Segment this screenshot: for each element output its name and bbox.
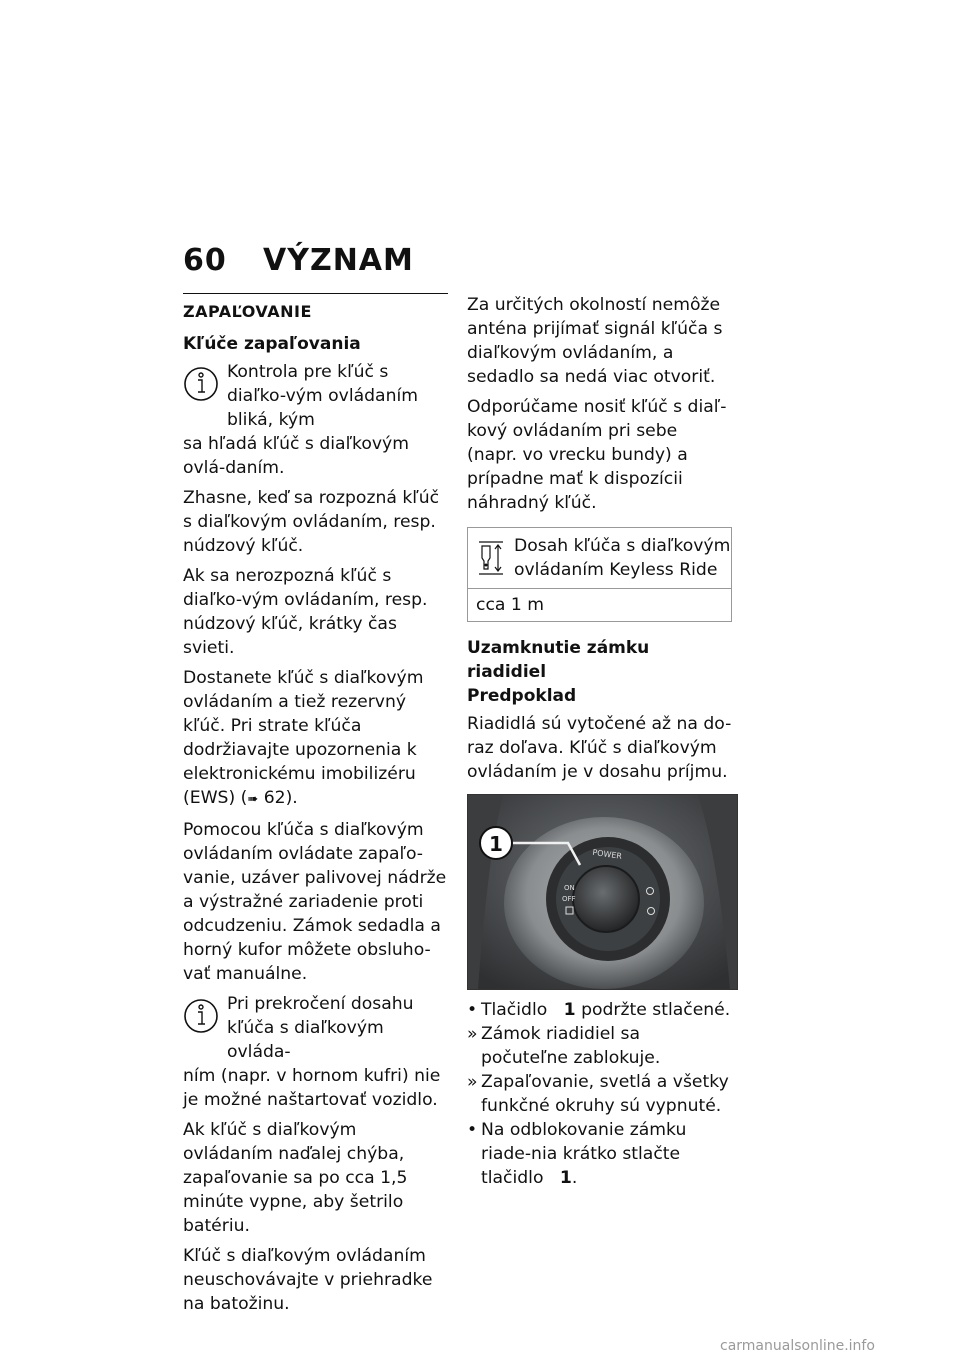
right-column <box>467 293 732 1190</box>
info-note <box>183 992 448 1112</box>
page-header <box>183 243 414 278</box>
watermark: carmanualsonline.info <box>720 1338 875 1354</box>
spec-value: cca 1 m <box>476 595 545 615</box>
on-label: ON <box>564 884 575 892</box>
button-ref: 1 <box>559 1168 572 1188</box>
info-note <box>183 360 448 480</box>
paragraph: Odporúčame nosiť kľúč s diaľ-kový ovládaním pri sebe (napr. vo vrecku bundy) a prípadne mať k dispozícii náhradný kľúč. <box>467 397 727 513</box>
paragraph: Ak sa nerozpozná kľúč s diaľko-vým ovládaním, resp. núdzový kľúč, krátky čas svieti. <box>183 566 428 658</box>
info-note-text: Kontrola pre kľúč s diaľko-vým ovládaním bliká, kým <box>227 362 418 430</box>
paragraph: Za určitých okolností nemôže anténa prijímať signál kľúča s diaľkovým ovládaním, a sedadlo sa nedá viac otvoriť. <box>467 295 723 387</box>
page-ref: 62). <box>263 788 298 808</box>
paragraph: Ak kľúč s diaľkovým ovládaním naďalej chýba, zapaľovanie sa po cca 1,5 minúte vypne, aby šetrilo batériu. <box>183 1120 408 1236</box>
subsection-title: Uzamknutie zámku riadidiel <box>467 638 650 682</box>
ignition-switch-photo <box>467 794 738 990</box>
off-label: OFF <box>562 895 576 903</box>
info-note-text: Pri prekročení dosahu kľúča s diaľkovým ovláda- <box>227 994 414 1062</box>
paragraph: Kľúč s diaľkovým ovládaním neuschovávajte v priehradke na batožinu. <box>183 1246 433 1314</box>
paragraph: Riadidlá sú vytočené až na do-raz doľava. Kľúč s diaľkovým ovládaním je v dosahu príjmu. <box>467 714 732 782</box>
key-range-icon <box>476 538 506 578</box>
section-rule <box>183 293 448 294</box>
list-item: • Tlačidlo 1 podržte stlačené. <box>467 1000 731 1020</box>
list-item: » Zapaľovanie, svetlá a všetky funkčné okruhy sú vypnuté. <box>467 1072 729 1116</box>
paragraph: Pomocou kľúča s diaľkovým ovládaním ovládate zapaľo-vanie, uzáver palivovej nádrže a výstražné zariadenie proti odcudzeniu. Zámok sedadla a horný kufor môžete obsluho-vať manuálne. <box>183 820 447 984</box>
spec-box <box>467 527 732 622</box>
page-number: 60 <box>183 243 227 278</box>
spec-label: Dosah kľúča s diaľkovým ovládaním Keyless Ride <box>514 536 731 580</box>
callout-number: 1 <box>489 832 503 856</box>
info-note-text-cont: ním (napr. v hornom kufri) nie je možné naštartovať vozidlo. <box>183 1066 441 1110</box>
paragraph: Dostanete kľúč s diaľkovým ovládaním a tiež rezervný kľúč. Pri strate kľúča dodržiavajte upozornenia k elektronickému imobilizéru (EWS) (➠ 62). <box>183 668 424 808</box>
subsection-title: Kľúče zapaľovania <box>183 334 361 354</box>
page-ref-arrow-icon: ➠ <box>247 792 259 807</box>
info-icon <box>183 366 219 402</box>
prerequisite-title: Predpoklad <box>467 686 577 706</box>
button-ref: 1 <box>563 1000 576 1020</box>
list-item: • Na odblokovanie zámku riade-nia krátko stlačte tlačidlo 1. <box>467 1120 687 1188</box>
steps-list <box>467 998 732 1190</box>
info-icon <box>183 998 219 1034</box>
power-ring-label: POWER <box>591 847 623 861</box>
paragraph: Zhasne, keď sa rozpozná kľúč s diaľkovým ovládaním, resp. núdzový kľúč. <box>183 488 440 556</box>
info-note-text-cont: sa hľadá kľúč s diaľkovým ovlá-daním. <box>183 434 409 478</box>
page-title: VÝZNAM <box>263 243 414 278</box>
section-title: ZAPAĽOVANIE <box>183 302 312 321</box>
list-item: » Zámok riadidiel sa počuteľne zablokuje. <box>467 1024 661 1068</box>
left-column <box>183 293 448 1322</box>
